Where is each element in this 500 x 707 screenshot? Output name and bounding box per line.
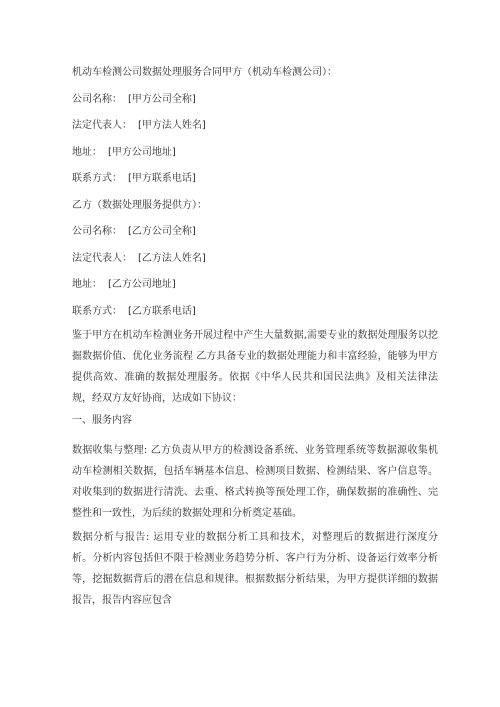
party-b-rep-value: [乙方法人姓名] bbox=[138, 252, 206, 264]
party-a-address-value: [甲方公司地址] bbox=[108, 146, 176, 158]
contract-title: 机动车检测公司数据处理服务合同甲方（机动车检测公司）： bbox=[72, 67, 337, 78]
section-1-heading: 一、服务内容 bbox=[72, 414, 132, 426]
party-a-rep-label: 法定代表人： bbox=[72, 120, 132, 131]
section-1-paragraph-1: 数据收集与整理: 乙方负责从甲方的检测设备系统、业务管理系统等数据源收集机动车检测相关数据，包括车辆基本信息、检测项目数据、检测结果、客户信息等。对收集到的数据进行清洗、去重、格式转换等预处理工作，确保数据的准确性、完整性和一致性，为后续的数据处理和分析奠定基础。 bbox=[72, 445, 438, 519]
party-a-company-label: 公司名称： bbox=[72, 93, 122, 105]
party-a-rep-value: [甲方法人姓名] bbox=[138, 120, 206, 131]
party-b-address-value: [乙方公司地址] bbox=[108, 279, 176, 290]
party-a-contact-value: [甲方联系电话] bbox=[128, 173, 196, 184]
party-b-address-label: 地址： bbox=[72, 279, 102, 290]
party-a-address-label: 地址： bbox=[72, 146, 102, 158]
party-b-contact-label: 联系方式： bbox=[72, 305, 122, 317]
party-b-company-label: 公司名称： bbox=[72, 226, 122, 237]
document-body bbox=[72, 66, 438, 614]
party-a-rep bbox=[72, 119, 438, 133]
party-a-address bbox=[72, 146, 438, 160]
party-b-company bbox=[72, 225, 438, 239]
party-b-address bbox=[72, 278, 438, 292]
party-b-company-value: [乙方公司全称] bbox=[128, 226, 196, 237]
party-b-contact-value: [乙方联系电话] bbox=[128, 305, 196, 317]
party-a-company bbox=[72, 93, 438, 107]
party-b-heading: 乙方（数据处理服务提供方）： bbox=[72, 199, 207, 211]
party-a-contact-label: 联系方式： bbox=[72, 173, 122, 184]
party-b-rep bbox=[72, 252, 438, 266]
party-a-company-value: [甲方公司全称] bbox=[128, 93, 196, 105]
party-b-rep-label: 法定代表人： bbox=[72, 252, 132, 264]
section-1-paragraph-2: 数据分析与报告: 运用专业的数据分析工具和技术，对整理后的数据进行深度分析。分析内容包括但不限于检测业务趋势分析、客户行为分析、设备运行效率分析等，挖掘数据背后的潜在信息和规律。根据数据分析结果，为甲方提供详细的数据报告，报告内容应包含 bbox=[72, 532, 438, 606]
party-b-contact bbox=[72, 305, 438, 319]
preamble-paragraph: 鉴于甲方在机动车检测业务开展过程中产生大量数据,需要专业的数据处理服务以挖掘数据价值、优化业务流程 乙方具备专业的数据处理能力和丰富经验，能够为甲方提供高效、准确的数据处理服务。依据《中华人民共和国民法典》及相关法律法规，经双方友好协商，达成如下协议： bbox=[72, 329, 438, 404]
party-a-contact bbox=[72, 172, 438, 186]
